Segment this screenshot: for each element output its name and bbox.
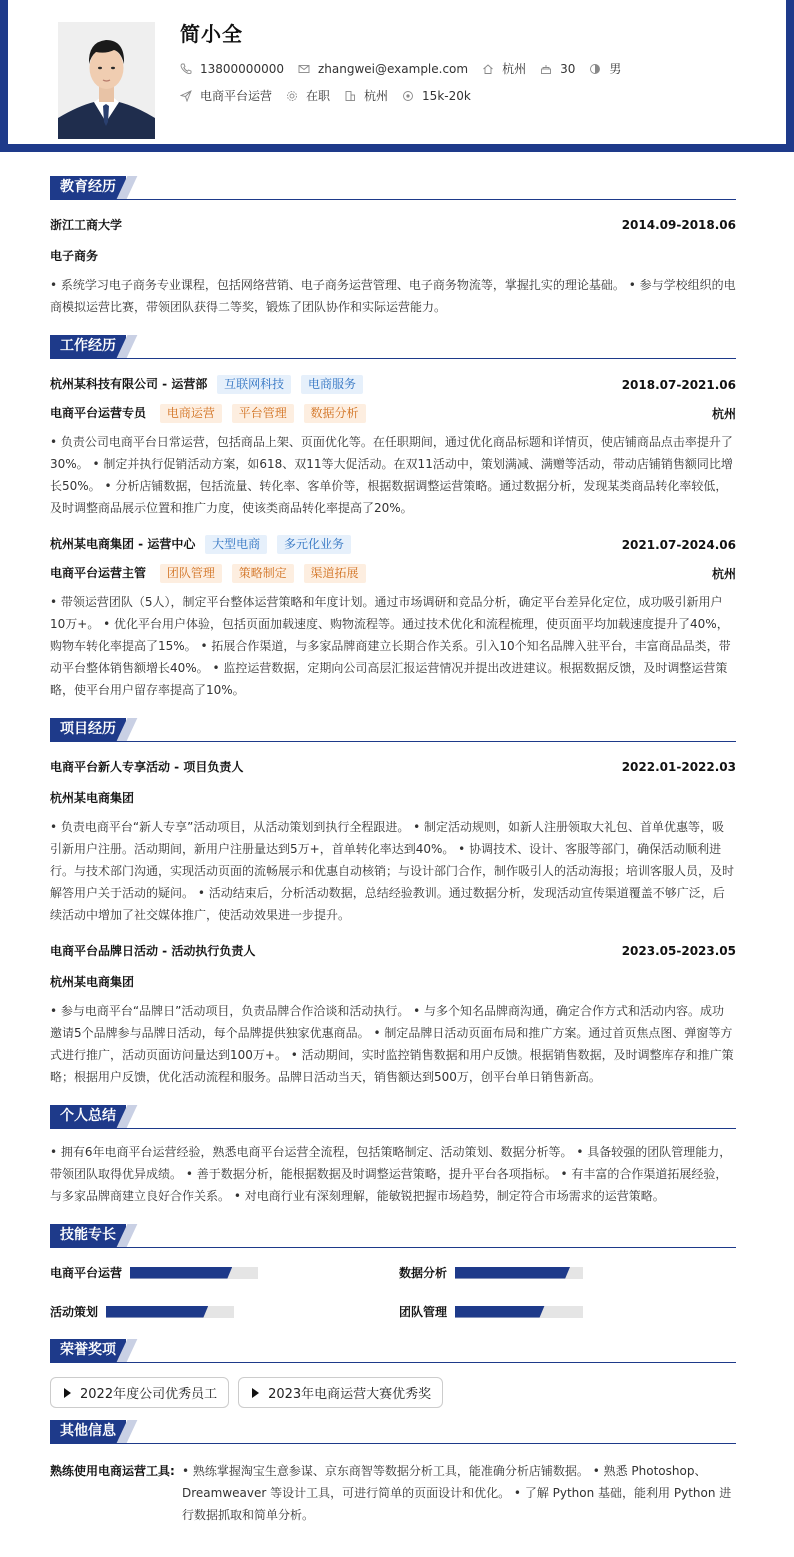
- project-name: 电商平台品牌日活动 - 活动执行负责人: [50, 944, 256, 958]
- skill-bar: [455, 1306, 583, 1318]
- award-item: [50, 1377, 229, 1408]
- project-item: [50, 758, 736, 926]
- section-label: 项目经历: [50, 718, 126, 741]
- industry-tag: 多元化业务: [277, 535, 351, 554]
- project-header-row: [50, 758, 736, 775]
- section-title-work: [50, 335, 736, 359]
- project-org: 杭州某电商集团: [50, 791, 135, 805]
- section-label: 荣誉奖项: [50, 1339, 126, 1362]
- skill-bar: [130, 1267, 258, 1279]
- avatar: [58, 22, 155, 139]
- cake-icon: [540, 63, 552, 75]
- skill-name: 数据分析: [399, 1266, 448, 1280]
- work-header-row: [50, 375, 736, 394]
- age-item: [540, 62, 575, 76]
- section-title-education: [50, 176, 736, 200]
- contact-row: [180, 60, 635, 77]
- section-label: 个人总结: [50, 1105, 126, 1128]
- work-item: [50, 535, 736, 701]
- city-text: 杭州: [364, 89, 389, 103]
- work-position: 电商平台运营专员: [50, 406, 147, 420]
- section-label: 其他信息: [50, 1420, 126, 1443]
- phone-text: 13800000000: [200, 61, 284, 76]
- work-period: 2021.07-2024.06: [621, 537, 736, 552]
- work-position-row: [50, 564, 736, 583]
- industry-tag: 电商服务: [301, 375, 363, 394]
- candidate-name: 简小全: [180, 22, 243, 46]
- work-city: 杭州: [711, 407, 736, 421]
- work-period: 2018.07-2021.06: [621, 377, 736, 392]
- education-period: 2014.09-2018.06: [621, 217, 736, 232]
- section-label: 技能专长: [50, 1224, 126, 1247]
- awards-list: [50, 1377, 736, 1408]
- work-position: 电商平台运营主管: [50, 566, 147, 580]
- mail-icon: [298, 63, 310, 75]
- skill-item: [399, 1264, 736, 1281]
- resume-header: [0, 0, 794, 144]
- skill-item: [50, 1303, 399, 1320]
- other-text: • 熟练掌握淘宝生意参谋、京东商智等数据分析工具，能准确分析店铺数据。 • 熟悉 Photoshop、Dreamweaver 等设计工具，可进行简单的页面设计和优化。 • 了解 Python 基础，能利用 Python 进行数据抓取和简单分析。: [182, 1464, 732, 1522]
- school-name: 浙江工商大学: [50, 218, 123, 232]
- hometown-item: [482, 60, 526, 77]
- skills-section: [50, 1224, 736, 1320]
- other-label: 熟练使用电商运营工具:: [50, 1464, 175, 1478]
- work-position-row: [50, 404, 736, 423]
- industry-tag: 互联网科技: [217, 375, 291, 394]
- skill-item: [399, 1303, 736, 1320]
- skill-bar-fill: [130, 1267, 232, 1279]
- project-period: 2023.05-2023.05: [621, 943, 736, 958]
- work-desc: • 负责公司电商平台日常运营，包括商品上架、页面优化等。在任职期间，通过优化商品标题和详情页，使店铺商品点击率提升了30%。 • 制定并执行促销活动方案，如618、双11等大促活动。在双11活动中，策划满减、满赠等活动，带动店铺销售额同比增长50%。 • 分析店铺数据，包括流量、转化率、客单价等，根据数据调整运营策略。通过数据分析，发现某类商品转化率较低，及时调整商品展示位置和推广力度，使该类商品转化率提高了20%。: [50, 435, 733, 515]
- work-city: 杭州: [711, 567, 736, 581]
- summary-text: • 拥有6年电商平台运营经验，熟悉电商平台运营全流程，包括策略制定、活动策划、数据分析等。 • 具备较强的团队管理能力，带领团队取得优异成绩。 • 善于数据分析，能根据数据及时调整运营策略，提升平台各项指标。 • 有丰富的合作渠道拓展经验，与多家品牌商建立良好合作关系。 • 对电商行业有深刻理解，能敏锐把握市场趋势，制定符合市场需求的运营策略。: [50, 1145, 732, 1203]
- status-text: 在职: [306, 89, 331, 103]
- play-icon: [64, 1388, 71, 1398]
- skill-name: 电商平台运营: [50, 1266, 123, 1280]
- major-name: 电子商务: [50, 249, 99, 263]
- award-text: 2022年度公司优秀员工: [80, 1387, 218, 1402]
- work-company: 杭州某科技有限公司 - 运营部: [50, 377, 208, 391]
- salary-text: 15k-20k: [422, 88, 471, 103]
- skill-bar-fill: [455, 1306, 545, 1318]
- skill-bar-fill: [455, 1267, 570, 1279]
- project-period: 2022.01-2022.03: [621, 759, 736, 774]
- skills-grid: [50, 1264, 736, 1320]
- section-label: 教育经历: [50, 176, 126, 199]
- section-title-summary: [50, 1105, 736, 1129]
- phone-icon: [180, 63, 192, 75]
- other-section: [50, 1420, 736, 1526]
- job-target-item: [180, 87, 272, 104]
- salary-item: [402, 89, 471, 103]
- work-item: [50, 375, 736, 519]
- industry-tag: 大型电商: [205, 535, 267, 554]
- gender-text: 男: [609, 62, 622, 76]
- resume-body: [50, 152, 736, 1526]
- projects-section: [50, 718, 736, 1088]
- project-desc: • 负责电商平台“新人专享”活动项目，从活动策划到执行全程跟进。 • 制定活动规则，如新人注册领取大礼包、首单优惠等，吸引新用户注册。活动期间，新用户注册量达到5万+，首单转化率达到40%。 • 协调技术、设计、客服等部门，确保活动顺利进行。与技术部门沟通，实现活动页面的流畅展示和优惠自动核销；与设计部门合作，制作吸引人的活动海报；培训客服人员，及时解答用户关于活动的疑问。 • 活动结束后，分析活动数据，总结经验教训。通过数据分析，发现活动宣传渠道覆盖不够广泛，后续活动中增加了社交媒体推广，使活动效果进一步提升。: [50, 820, 735, 922]
- skill-name: 团队管理: [399, 1305, 448, 1319]
- education-section: [50, 176, 736, 318]
- phone-item: [180, 62, 284, 76]
- section-title-projects: [50, 718, 736, 742]
- age-text: 30: [560, 61, 576, 76]
- job-intent-row: [180, 87, 485, 104]
- other-row: [50, 1460, 736, 1526]
- education-desc: • 系统学习电子商务专业课程，包括网络营销、电子商务运营管理、电子商务物流等，掌握扎实的理论基础。 • 参与学校组织的电商模拟运营比赛，带领团队获得二等奖，锻炼了团队协作和实际运营能力。: [50, 278, 736, 314]
- skill-name: 活动策划: [50, 1305, 99, 1319]
- play-icon: [252, 1388, 259, 1398]
- email-item: [298, 62, 468, 76]
- section-label: 工作经历: [50, 335, 126, 358]
- building-icon: [344, 90, 356, 102]
- home-icon: [482, 63, 494, 75]
- skill-item: [50, 1264, 399, 1281]
- work-desc: • 带领运营团队（5人），制定平台整体运营策略和年度计划。通过市场调研和竞品分析，确定平台差异化定位，成功吸引新用户10万+。 • 优化平台用户体验，包括页面加载速度、购物流程等。通过技术优化和流程梳理，使页面平均加载速度提升了40%，购物车转化率提高了15%。 • 拓展合作渠道，与多家品牌商建立长期合作关系。引入10个知名品牌入驻平台，丰富商品品类，带动平台整体销售额增长40%。 • 监控运营数据，定期向公司高层汇报运营情况并提出改进建议。根据数据反馈，及时调整运营策略，使平台用户留存率提高了10%。: [50, 595, 731, 697]
- project-header-row: [50, 942, 736, 959]
- header-bottom-band: [0, 144, 794, 152]
- status-item: [286, 87, 330, 104]
- hometown-text: 杭州: [502, 62, 527, 76]
- section-title-other: [50, 1420, 736, 1444]
- project-desc: • 参与电商平台“品牌日”活动项目，负责品牌合作洽谈和活动执行。 • 与多个知名品牌商沟通，确定合作方式和活动内容。成功邀请5个品牌参与品牌日活动，每个品牌提供独家优惠商品。 • 制定品牌日活动页面布局和推广方案。通过首页焦点图、弹窗等方式进行推广，活动页面访问量达到100万+。 • 活动期间，实时监控销售数据和用户反馈。根据销售数据，及时调整库存和推广策略；根据用户反馈，优化活动流程和服务。品牌日活动当天，销售额达到500万，创平台单日销售新高。: [50, 1004, 734, 1084]
- skill-tag: 渠道拓展: [304, 564, 366, 583]
- education-header-row: [50, 216, 736, 233]
- award-text: 2023年电商运营大赛优秀奖: [268, 1387, 432, 1402]
- send-icon: [180, 90, 192, 102]
- job-target-text: 电商平台运营: [200, 89, 273, 103]
- section-title-awards: [50, 1339, 736, 1363]
- project-name: 电商平台新人专享活动 - 项目负责人: [50, 760, 244, 774]
- city-item: [344, 87, 388, 104]
- gender-item: [589, 60, 621, 77]
- project-org: 杭州某电商集团: [50, 975, 135, 989]
- skill-tag: 数据分析: [304, 404, 366, 423]
- summary-section: [50, 1105, 736, 1207]
- email-text: zhangwei@example.com: [317, 61, 469, 76]
- coin-icon: [402, 90, 414, 102]
- skill-bar: [455, 1267, 583, 1279]
- award-item: [238, 1377, 443, 1408]
- skill-tag: 平台管理: [232, 404, 294, 423]
- skill-bar: [106, 1306, 234, 1318]
- skill-tag: 团队管理: [160, 564, 222, 583]
- skill-bar-fill: [106, 1306, 208, 1318]
- work-section: [50, 335, 736, 701]
- awards-section: [50, 1339, 736, 1408]
- skill-tag: 电商运营: [160, 404, 222, 423]
- gear-icon: [286, 90, 298, 102]
- project-item: [50, 942, 736, 1088]
- section-title-skills: [50, 1224, 736, 1248]
- gender-icon: [589, 63, 601, 75]
- skill-tag: 策略制定: [232, 564, 294, 583]
- work-header-row: [50, 535, 736, 554]
- work-company: 杭州某电商集团 - 运营中心: [50, 537, 196, 551]
